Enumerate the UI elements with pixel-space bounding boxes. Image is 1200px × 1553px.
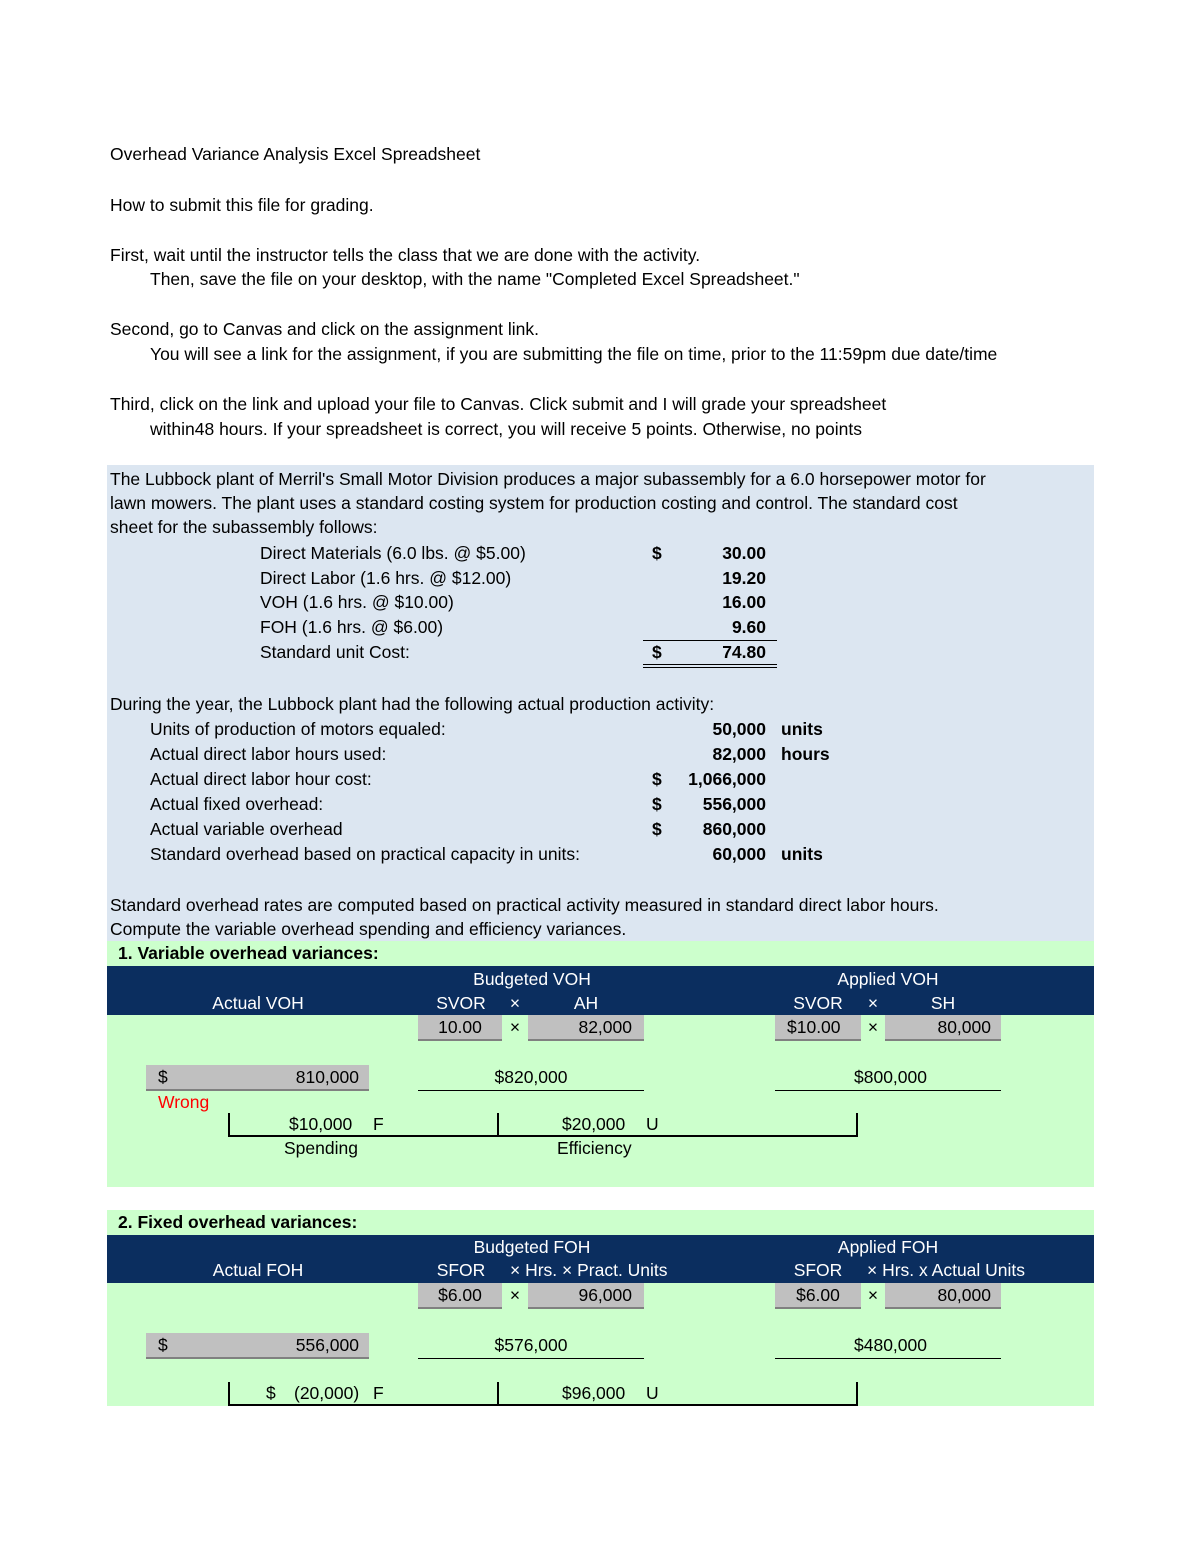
foh-spending-variance: (20,000) [294,1383,360,1403]
voh-ah-label: AH [573,993,599,1013]
total-double-rule [643,664,777,665]
foh-budget-rate: $6.00 [438,1285,482,1305]
voh-sh-label: SH [930,993,956,1013]
voh-svor-label: SVOR [436,993,486,1013]
voh-spending-label: Spending [284,1138,358,1158]
cost-dollar: $ [652,642,662,662]
foh-applied-rate: $6.00 [796,1285,840,1305]
voh-budget-hours-cell[interactable] [528,1015,644,1041]
voh-budget-hours: 82,000 [578,1017,632,1037]
activity-dollar: $ [652,819,662,839]
instruction-third-detail: within48 hours. If your spreadsheet is correct, you will receive 5 points. Otherwise, no points [150,419,863,439]
times-icon: × [509,1285,521,1305]
problem-intro-line-2: lawn mowers. The plant uses a standard costing system for production costing and control. The standard cost [110,493,958,513]
problem-intro-line-3: sheet for the subassembly follows: [110,517,378,537]
times-icon: × [867,1017,879,1037]
rates-note-line-1: Standard overhead rates are computed based on practical activity measured in standard direct labor hours. [110,895,939,915]
voh-applied-rate-cell[interactable] [775,1015,861,1041]
voh-efficiency-flag: U [646,1114,659,1134]
voh-budget-total-rule [418,1090,644,1091]
foh-actual-cell[interactable] [146,1333,369,1359]
page-title: Overhead Variance Analysis Excel Spreadsheet [110,144,481,164]
foh-budget-total: $576,000 [494,1335,568,1355]
cost-dollar: $ [652,543,662,563]
foh-bracket-mid [497,1382,499,1406]
instruction-first-detail: Then, save the file on your desktop, with the name "Completed Excel Spreadsheet." [150,269,800,289]
cost-value: 74.80 [722,642,766,662]
voh-actual-value: 810,000 [295,1067,359,1087]
activity-dollar: $ [652,794,662,814]
submission-heading: How to submit this file for grading. [110,195,374,215]
voh-actual-cell[interactable] [146,1065,369,1091]
voh-bracket-mid [497,1113,499,1137]
foh-applied-basis: × Hrs. x Actual Units [867,1260,1026,1280]
voh-applied-hours-cell[interactable] [885,1015,1001,1041]
foh-sfor-label: SFOR [793,1260,843,1280]
instruction-third: Third, click on the link and upload your file to Canvas. Click submit and I will grade your spreadsheet [110,394,887,414]
foh-applied-total-rule [775,1358,1001,1359]
voh-applied-total: $800,000 [854,1067,927,1087]
foh-budget-rate-cell[interactable] [418,1283,502,1309]
activity-label: Actual variable overhead [150,819,343,839]
activity-value: 82,000 [712,744,766,764]
voh-budgeted-header: Budgeted VOH [473,969,591,989]
foh-budget-hours: 96,000 [578,1285,632,1305]
activity-dollar: $ [652,769,662,789]
voh-applied-hours: 80,000 [937,1017,991,1037]
foh-applied-header: Applied FOH [837,1237,939,1257]
activity-value: 50,000 [712,719,766,739]
foh-actual-dollar: $ [158,1335,168,1355]
voh-budget-rate: 10.00 [438,1017,482,1037]
voh-budget-rate-cell[interactable] [418,1015,502,1041]
cost-label: FOH (1.6 hrs. @ $6.00) [260,617,444,637]
cost-label: Standard unit Cost: [260,642,410,662]
voh-efficiency-label: Efficiency [557,1138,632,1158]
problem-intro-line-1: The Lubbock plant of Merril's Small Motor Division produces a major subassembly for a 6.0 horsepower motor for [110,469,986,489]
voh-bracket-right [856,1113,858,1137]
activity-unit: units [781,844,823,864]
foh-budget-hours-cell[interactable] [528,1283,644,1309]
times-icon: × [867,1285,879,1305]
voh-efficiency-variance: $20,000 [562,1114,626,1134]
cost-value: 19.20 [722,568,766,588]
voh-times-symbol: × [509,993,521,1013]
foh-budget-total-rule [418,1358,644,1359]
activity-value: 556,000 [702,794,766,814]
activity-label: Actual direct labor hours used: [150,744,387,764]
foh-bracket-left [228,1382,230,1406]
cost-value: 30.00 [722,543,766,563]
cost-label: VOH (1.6 hrs. @ $10.00) [260,592,454,612]
cost-value: 9.60 [731,617,766,637]
foh-actual-value: 556,000 [295,1335,359,1355]
activity-label: Actual direct labor hour cost: [150,769,372,789]
activity-value: 860,000 [702,819,766,839]
foh-budgeted-header: Budgeted FOH [473,1237,591,1257]
foh-actual-header: Actual FOH [212,1260,304,1280]
voh-applied-header: Applied VOH [837,969,939,989]
foh-bracket-base [228,1404,858,1406]
foh-budget-basis: × Hrs. × Pract. Units [510,1260,668,1280]
foh-applied-rate-cell[interactable] [775,1283,861,1309]
foh-spending-flag: F [373,1383,384,1403]
total-double-rule [643,667,777,668]
cost-label: Direct Labor (1.6 hrs. @ $12.00) [260,568,512,588]
actual-activity-intro: During the year, the Lubbock plant had the following actual production activity: [110,694,715,714]
times-icon: × [509,1017,521,1037]
foh-spending-dollar: $ [266,1383,276,1403]
foh-bracket-right [856,1382,858,1406]
activity-unit: units [781,719,823,739]
voh-svor-label: SVOR [793,993,843,1013]
foh-heading: 2. Fixed overhead variances: [118,1212,358,1232]
voh-applied-total-rule [775,1090,1001,1091]
activity-label: Standard overhead based on practical capacity in units: [150,844,580,864]
voh-actual-header: Actual VOH [212,993,304,1013]
voh-times-symbol: × [867,993,879,1013]
cost-value: 16.00 [722,592,766,612]
instruction-second-detail: You will see a link for the assignment, if you are submitting the file on time, prior to the 11:59pm due date/time [150,344,998,364]
activity-value: 60,000 [712,844,766,864]
voh-heading: 1. Variable overhead variances: [118,943,379,963]
foh-sfor-label: SFOR [436,1260,486,1280]
foh-applied-hours-cell[interactable] [885,1283,1001,1309]
instruction-second: Second, go to Canvas and click on the assignment link. [110,319,539,339]
voh-actual-dollar: $ [158,1067,168,1087]
voh-budget-total: $820,000 [494,1067,568,1087]
instruction-first: First, wait until the instructor tells the class that we are done with the activity. [110,245,701,265]
activity-label: Actual fixed overhead: [150,794,324,814]
foh-applied-hours: 80,000 [937,1285,991,1305]
foh-applied-total: $480,000 [854,1335,927,1355]
rates-note-line-2: Compute the variable overhead spending and efficiency variances. [110,919,627,939]
voh-spending-flag: F [373,1114,384,1134]
activity-value: 1,066,000 [688,769,766,789]
foh-volume-flag: U [646,1383,659,1403]
voh-bracket-left [228,1113,230,1137]
voh-applied-rate: $10.00 [787,1017,841,1037]
cost-label: Direct Materials (6.0 lbs. @ $5.00) [260,543,526,563]
voh-spending-variance: $10,000 [289,1114,353,1134]
activity-unit: hours [781,744,830,764]
wrong-flag: Wrong [158,1092,210,1112]
foh-volume-variance: $96,000 [562,1383,626,1403]
activity-label: Units of production of motors equaled: [150,719,446,739]
